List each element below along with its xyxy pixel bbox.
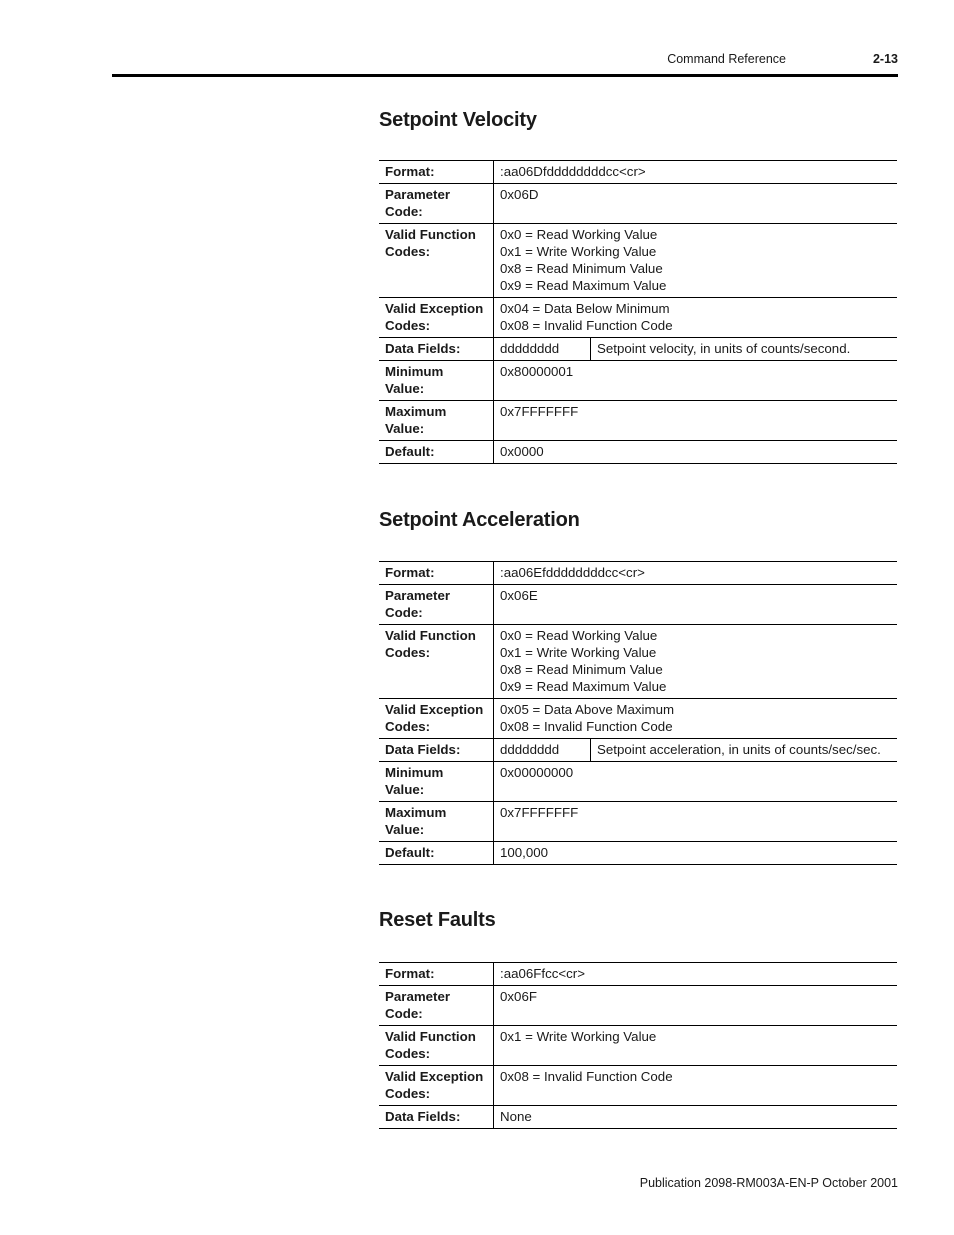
cell-line: Codes: bbox=[385, 645, 431, 660]
table-row bbox=[379, 1066, 897, 1106]
table-row bbox=[379, 739, 897, 762]
row-label bbox=[379, 1026, 494, 1066]
row-value: 0x08 = Invalid Function Code bbox=[494, 1066, 898, 1106]
cell-line: Value: bbox=[385, 782, 425, 797]
page-number: 2-13 bbox=[872, 52, 898, 66]
row-value bbox=[494, 298, 898, 338]
cell-line: Codes: bbox=[385, 719, 431, 734]
row-label: Data Fields: bbox=[379, 739, 494, 762]
row-value: 0x0000 bbox=[494, 441, 898, 464]
row-value: 0x00000000 bbox=[494, 762, 898, 802]
section-setpoint-velocity bbox=[379, 108, 897, 459]
section-setpoint-acceleration bbox=[379, 508, 897, 860]
row-value: 0x06F bbox=[494, 986, 898, 1026]
row-label: Data Fields: bbox=[379, 338, 494, 361]
row-value: 0x7FFFFFFF bbox=[494, 802, 898, 842]
cell-line: Codes: bbox=[385, 1046, 431, 1061]
table-row bbox=[379, 161, 897, 184]
cell-line: Valid Function bbox=[385, 628, 476, 643]
table-row bbox=[379, 802, 897, 842]
cell-line: Parameter bbox=[385, 989, 451, 1004]
cell-line: Codes: bbox=[385, 244, 431, 259]
row-label: Data Fields: bbox=[379, 1106, 494, 1129]
table-row bbox=[379, 338, 897, 361]
cell-line: Codes: bbox=[385, 318, 431, 333]
cell-line: Value: bbox=[385, 822, 425, 837]
table-row bbox=[379, 1106, 897, 1129]
row-label: Format: bbox=[379, 963, 494, 986]
row-value: :aa06Dfddddddddcc<cr> bbox=[494, 161, 898, 184]
row-label bbox=[379, 699, 494, 739]
cell-line: 0x9 = Read Maximum Value bbox=[500, 278, 667, 293]
cell-line: Code: bbox=[385, 204, 423, 219]
cell-line: Valid Exception bbox=[385, 1069, 484, 1084]
cell-line: Maximum bbox=[385, 404, 447, 419]
section-reset-faults bbox=[379, 908, 897, 1124]
table-row bbox=[379, 441, 897, 464]
row-label bbox=[379, 298, 494, 338]
row-label bbox=[379, 585, 494, 625]
row-label bbox=[379, 762, 494, 802]
cell-line: 0x08 = Invalid Function Code bbox=[500, 318, 673, 333]
table-row bbox=[379, 184, 897, 224]
cell-line: 0x8 = Read Minimum Value bbox=[500, 261, 663, 276]
row-label bbox=[379, 1066, 494, 1106]
cell-line: 0x0 = Read Working Value bbox=[500, 227, 658, 242]
row-value: 0x06D bbox=[494, 184, 898, 224]
row-label: Default: bbox=[379, 842, 494, 865]
cell-line: Parameter bbox=[385, 187, 451, 202]
command-table bbox=[379, 962, 897, 1129]
row-value: None bbox=[494, 1106, 898, 1129]
table-row bbox=[379, 562, 897, 585]
row-label bbox=[379, 986, 494, 1026]
row-label bbox=[379, 184, 494, 224]
cell-line: Valid Exception bbox=[385, 301, 484, 316]
cell-line: Codes: bbox=[385, 1086, 431, 1101]
row-value: :aa06Efddddddddcc<cr> bbox=[494, 562, 898, 585]
table-row bbox=[379, 401, 897, 441]
table-row bbox=[379, 585, 897, 625]
cell-line: Valid Function bbox=[385, 1029, 476, 1044]
row-label bbox=[379, 802, 494, 842]
row-value: 0x1 = Write Working Value bbox=[494, 1026, 898, 1066]
cell-line: 0x08 = Invalid Function Code bbox=[500, 719, 673, 734]
cell-line: Valid Function bbox=[385, 227, 476, 242]
table-row bbox=[379, 361, 897, 401]
row-label bbox=[379, 361, 494, 401]
data-field-code: dddddddd bbox=[494, 338, 591, 361]
row-value: 100,000 bbox=[494, 842, 898, 865]
publication-footer: Publication 2098-RM003A-EN-P October 2001 bbox=[639, 1176, 898, 1190]
table-row bbox=[379, 963, 897, 986]
row-value: 0x06E bbox=[494, 585, 898, 625]
row-value: 0x7FFFFFFF bbox=[494, 401, 898, 441]
table-row bbox=[379, 762, 897, 802]
data-field-code: dddddddd bbox=[494, 739, 591, 762]
cell-line: 0x1 = Write Working Value bbox=[500, 645, 657, 660]
row-label bbox=[379, 224, 494, 298]
cell-line: Value: bbox=[385, 381, 425, 396]
row-value: 0x80000001 bbox=[494, 361, 898, 401]
row-label bbox=[379, 625, 494, 699]
section-title: Setpoint Velocity bbox=[379, 109, 537, 131]
data-field-description: Setpoint velocity, in units of counts/second. bbox=[591, 338, 898, 361]
cell-line: 0x0 = Read Working Value bbox=[500, 628, 658, 643]
section-title: Setpoint Acceleration bbox=[379, 509, 580, 531]
cell-line: Code: bbox=[385, 1006, 423, 1021]
cell-line: Minimum bbox=[385, 364, 444, 379]
data-field-description: Setpoint acceleration, in units of counts/sec/sec. bbox=[591, 739, 898, 762]
table-row bbox=[379, 986, 897, 1026]
section-title: Reset Faults bbox=[379, 909, 496, 931]
cell-line: Value: bbox=[385, 421, 425, 436]
row-value: :aa06Ffcc<cr> bbox=[494, 963, 898, 986]
cell-line: 0x8 = Read Minimum Value bbox=[500, 662, 663, 677]
table-row bbox=[379, 1026, 897, 1066]
running-header-title: Command Reference bbox=[667, 52, 786, 66]
table-row bbox=[379, 842, 897, 865]
cell-line: Code: bbox=[385, 605, 423, 620]
command-table bbox=[379, 561, 897, 865]
cell-line: Valid Exception bbox=[385, 702, 484, 717]
row-label bbox=[379, 401, 494, 441]
cell-line: 0x05 = Data Above Maximum bbox=[500, 702, 675, 717]
row-label: Default: bbox=[379, 441, 494, 464]
cell-line: Minimum bbox=[385, 765, 444, 780]
cell-line: 0x1 = Write Working Value bbox=[500, 244, 657, 259]
cell-line: 0x9 = Read Maximum Value bbox=[500, 679, 667, 694]
row-value bbox=[494, 625, 898, 699]
row-value bbox=[494, 224, 898, 298]
cell-line: 0x04 = Data Below Minimum bbox=[500, 301, 670, 316]
cell-line: Parameter bbox=[385, 588, 451, 603]
row-label: Format: bbox=[379, 161, 494, 184]
cell-line: Maximum bbox=[385, 805, 447, 820]
row-value bbox=[494, 699, 898, 739]
row-label: Format: bbox=[379, 562, 494, 585]
command-table bbox=[379, 160, 897, 464]
table-row bbox=[379, 298, 897, 338]
table-row bbox=[379, 625, 897, 699]
header-rule bbox=[112, 74, 898, 77]
table-row bbox=[379, 224, 897, 298]
table-row bbox=[379, 699, 897, 739]
